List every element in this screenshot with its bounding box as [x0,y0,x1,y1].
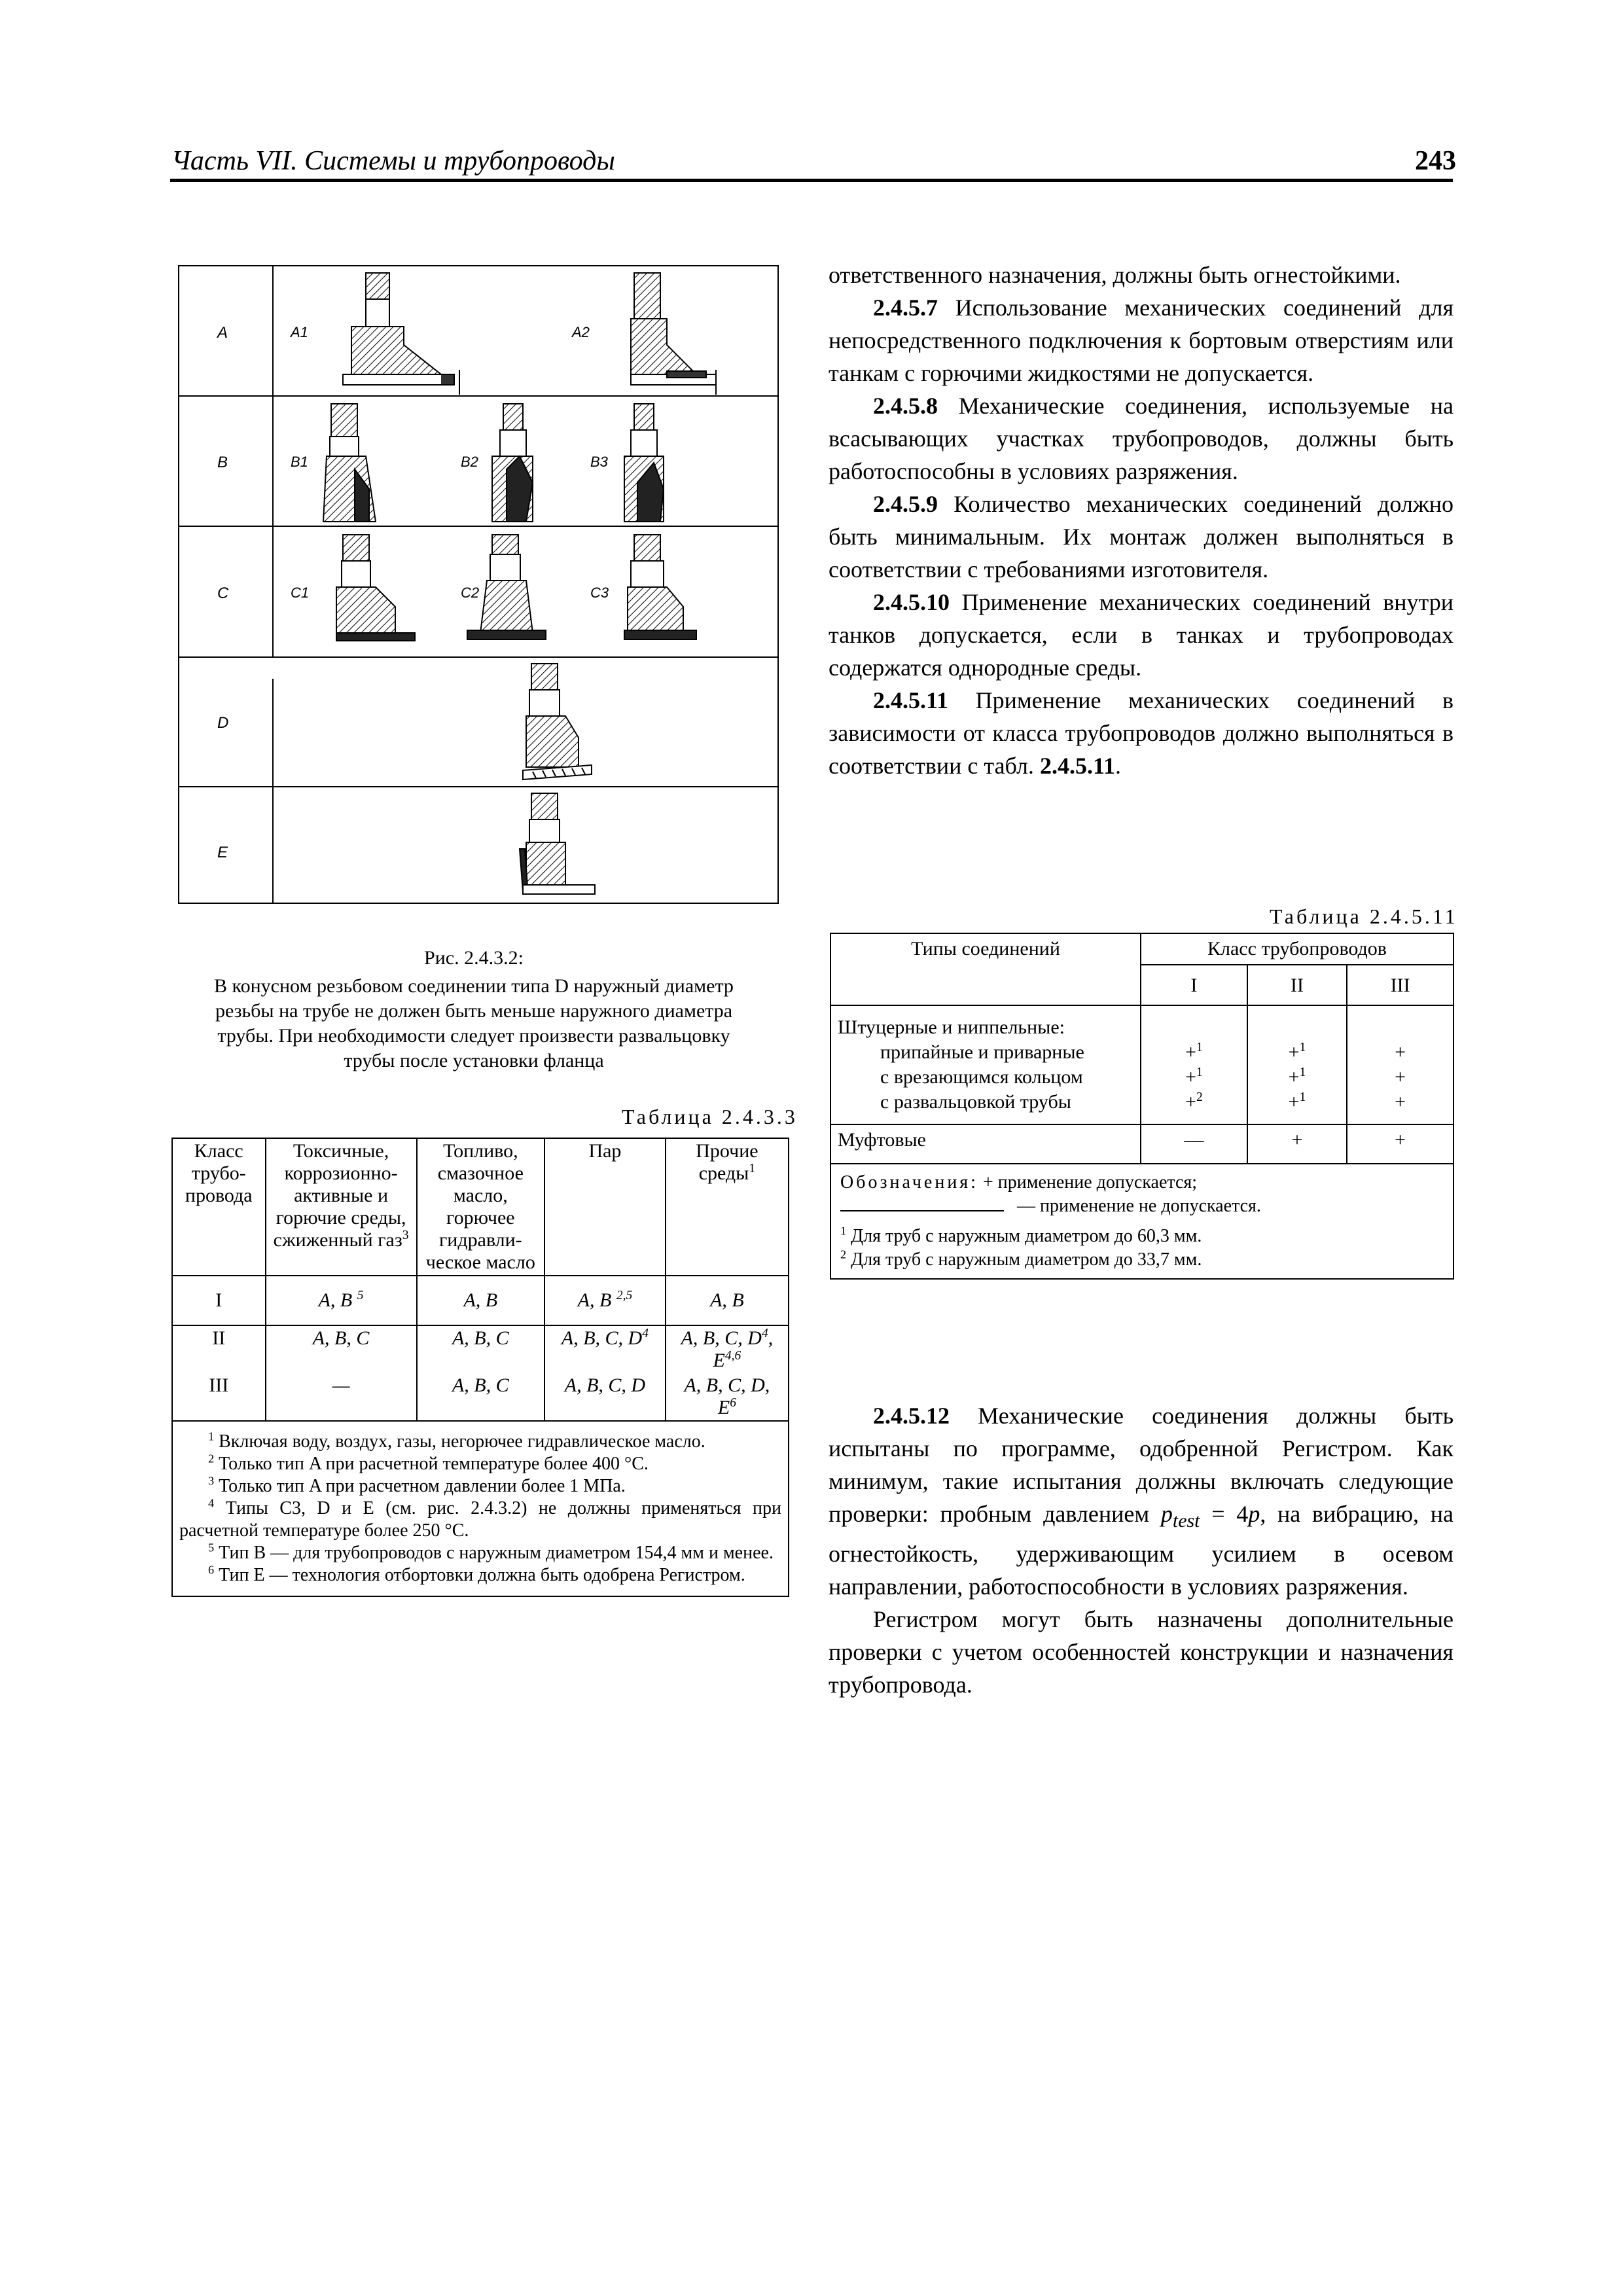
drawing-d [523,664,592,780]
sub-label-b1: B1 [291,454,308,470]
paragraph-2-4-5-9: 2.4.5.9 Количество механических соединений должно быть минимальным. Их монтаж должен выполняться в соответствии с требованиями изготовителя. [829,491,1454,583]
sub-label-a1: A1 [291,324,308,340]
row-label-e: E [217,844,228,861]
sub-label-c1: C1 [291,584,310,601]
figure-joint-types [178,265,779,904]
table-2-4-5-11 [830,933,1454,1280]
row-label-a: A [217,324,228,342]
paragraph-2-4-5-8: 2.4.5.8 Механические соединения, используемые на всасывающих участках трубопроводов, должны быть работоспособны в условиях разряжения. [829,393,1454,484]
drawing-b1 [323,404,376,522]
t1-h-fuel: Топливо, смазочное масло, горючее гидравли-ческое масло [417,1138,545,1276]
paragraph-2-4-5-10: 2.4.5.10 Применение механических соединений внутри танков допускается, если в танках и трубопроводах содержатся однородные среды. [829,589,1454,681]
table-row: I A, B $^5$ A, B A, B $^{2,5}$ A, B [172,1276,789,1325]
table1-header-row [172,1138,789,1276]
table-row: Муфтовые — + + [830,1124,1454,1164]
drawing-e [520,793,595,894]
right-column-top [829,259,1454,782]
drawing-a1 [343,273,459,395]
t1-h-class: Класс трубо-провода [172,1138,266,1276]
paragraph-2-4-5-11: 2.4.5.11 Применение механических соединений в зависимости от класса трубопроводов должно выполняться в соответствии с табл. 2.4.5.11. [829,687,1454,779]
running-title: Часть VII. Системы и трубопроводы [171,146,615,176]
drawing-b3 [624,404,664,522]
table-row: III — A, B, C A, B, C, D A, B, C, D, $E^6$ [172,1373,789,1421]
sub-label-b3: B3 [590,454,608,470]
row-label-d: D [217,714,229,732]
sub-label-c3: C3 [590,584,609,601]
row-label-c: C [217,584,229,602]
drawing-c1 [336,535,415,641]
t1-h-steam: Пар [544,1138,666,1276]
t1-h-toxic: Токсичные, коррозионно-активные и горючие среды, сжиженный газ$^3$ [266,1138,417,1276]
table-row: Штуцерные и ниппельные: припайные и приварные с врезающимся кольцом с развальцовкой трубы +$^1$ +$^1$ +$^2$ +$^1$ +$^1$ +$^1$ + + + [830,1005,1454,1124]
drawing-c3 [624,535,696,639]
paragraph-2-4-5-12: 2.4.5.12 Механические соединения должны быть испытаны по программе, одобренной Регистром. Как минимум, такие испытания должны включать следующие проверки: пробным давлением $p_{test} = 4p$, на вибрацию, на огнестойкость, удерживающим усилием в осевом направлении, работоспособности в условиях разряжения. [829,1403,1454,1600]
drawing-a2 [631,273,716,395]
t2-class-row: I II III [830,965,1454,1005]
figure-caption-title: Рис. 2.4.3.2: [424,947,524,969]
table-row: II A, B, C A, B, C A, B, C, $D^4$ A, B, C, $D^4$, E$^{4,6}$ [172,1325,789,1373]
table1-title: Таблица 2.4.3.3 [622,1105,798,1128]
paragraph: Регистром могут быть назначены дополнительные проверки с учетом особенностей конструкции и назначения трубопровода. [829,1606,1454,1698]
t2-header-row: Типы соединений Класс трубопроводов [830,933,1454,965]
table2-title: Таблица 2.4.5.11 [1270,905,1458,928]
page-number: 243 [1415,146,1456,176]
drawing-b2 [492,404,533,522]
right-column-bottom [829,1399,1454,1701]
sub-label-a2: A2 [572,324,590,340]
sub-label-c2: C2 [461,584,480,601]
table-2-4-3-3 [171,1138,789,1597]
table1-footnotes: $^1$ Включая воду, воздух, газы, негорючее гидравлическое масло. $^2$ Только тип A при расчетной температуре более 400 °C. $^3$ Только тип A при расчетном давлении более 1 МПа. $^4$ Типы C3, D и E (см. рис. 2.4.3.2) не должны применяться при расчетной температуре более 250 °C. $^5$ Тип B — для трубопроводов с наружным диаметром 154,4 мм и менее. $^6$ Тип E — технология отбортовки должна быть одобрена Регистром. [172,1421,789,1596]
paragraph: ответственного назначения, должны быть огнестойкими. [829,262,1401,288]
header-rule [170,179,1453,182]
t2-legend: Обозначения: + применение допускается; — применение не допускается. $^1$ Для труб с наружным диаметром до 60,3 мм. $^2$ Для труб с наружным диаметром до 33,7 мм. [830,1164,1454,1279]
row-label-b: B [217,454,228,471]
t1-h-other: Прочие среды$^1$ [666,1138,789,1276]
paragraph-2-4-5-7: 2.4.5.7 Использование механических соединений для непосредственного подключения к бортовым отверстиям или танкам с горючими жидкостями не допускается. [829,295,1454,386]
sub-label-b2: B2 [461,454,478,470]
figure-caption-text: В конусном резьбовом соединении типа D наружный диаметр резьбы на трубе не должен быть меньше наружного диаметра трубы. При необходимости следует произвести развальцовку трубы после установки фланца [214,975,734,1071]
